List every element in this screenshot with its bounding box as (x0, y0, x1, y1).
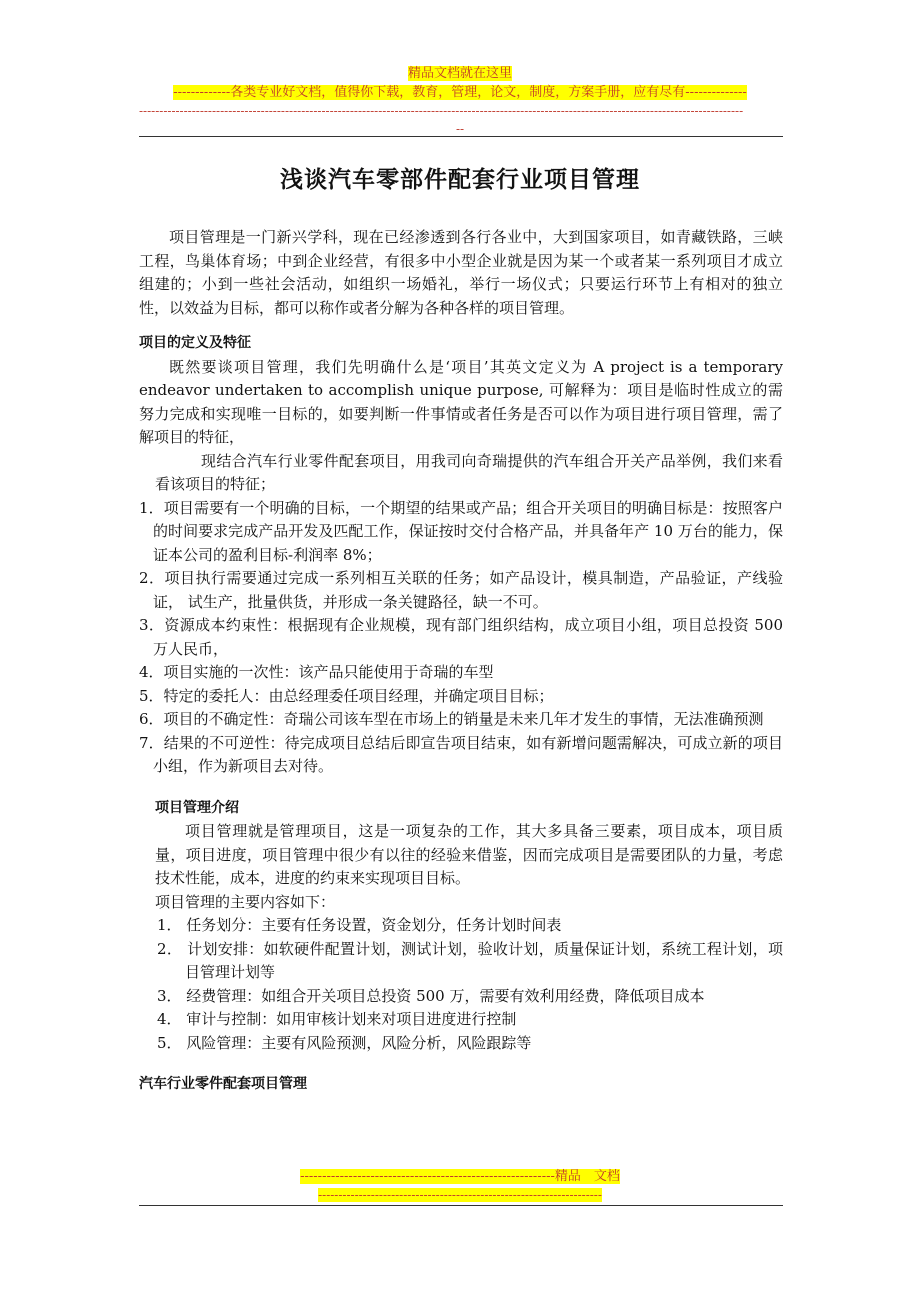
document-title: 浅谈汽车零部件配套行业项目管理 (280, 166, 640, 193)
pm-item-4: 4． 审计与控制：如用审核计划来对项目进度进行控制 (157, 1010, 517, 1028)
header-dash-tail: -- (455, 122, 465, 136)
feature-item-3: 3．资源成本约束性：根据现有企业规模，现有部门组织结构，成立项目小组，项目总投资 500 万人民币， (139, 616, 783, 658)
feature-item-1: 1．项目需要有一个明确的目标，一个期望的结果或产品；组合开关项目的明确目标是：按照客户的时间要求完成产品开发及匹配工作，保证按时交付合格产品，并具备年产 10 万台的能力，保证本公司的盈利目标-利润率 8%； (139, 498, 783, 564)
example-paragraph: 现结合汽车行业零件配套项目，用我司向奇瑞提供的汽车组合开关产品举例，我们来看看该项目的特征； (155, 451, 783, 493)
pm-intro-paragraph: 项目管理就是管理项目，这是一项复杂的工作，其大多具备三要素，项目成本，项目质量，项目进度，项目管理中很少有以往的经验来借鉴，因而完成项目是需要团队的力量，考虑技术性能，成本，进度的约束来实现项目目标。 (155, 822, 783, 887)
header-rule (139, 136, 783, 137)
footer-rule (139, 1205, 783, 1206)
footer-line-2: ---------------------------------------------------------------------- (318, 1188, 602, 1202)
pm-item-2: 2． 计划安排：如软硬件配置计划，测试计划，验收计划，质量保证计划，系统工程计划，项目管理计划等 (157, 939, 783, 981)
feature-item-2: 2．项目执行需要通过完成一系列相互关联的任务；如产品设计，模具制造，产品验证，产线验证， 试生产，批量供货，并形成一条关键路径，缺一不可。 (139, 569, 783, 611)
intro-paragraph: 项目管理是一门新兴学科，现在已经渗透到各行各业中，大到国家项目，如青藏铁路，三峡工程，鸟巢体育场；中到企业经营，有很多中小型企业就是因为某一个或者某一系列项目才成立组建的；小到一些社会活动，如组织一场婚礼，举行一场仪式；只要运行环节上有相对的独立性，以效益为目标，都可以称作或者分解为各种各样的项目管理。 (139, 228, 783, 317)
pm-item-1: 1． 任务划分：主要有任务设置，资金划分，任务计划时间表 (157, 916, 562, 934)
section-heading-definition: 项目的定义及特征 (139, 335, 251, 351)
header-banner: -------------各类专业好文档，值得你下载，教育，管理，论文，制度，方案手册，应有尽有-------------- (173, 85, 747, 100)
feature-item-6: 6．项目的不确定性：奇瑞公司该车型在市场上的销量是未来几年才发生的事情，无法准确预测 (139, 710, 764, 728)
pm-item-3: 3． 经费管理：如组合开关项目总投资 500 万，需要有效利用经费，降低项目成本 (157, 986, 705, 1005)
feature-item-4: 4．项目实施的一次性：该产品只能使用于奇瑞的车型 (139, 663, 494, 681)
feature-item-5: 5．特定的委托人：由总经理委任项目经理，并确定项目目标； (139, 686, 554, 705)
section-heading-pm-intro: 项目管理介绍 (155, 799, 239, 816)
pm-content-lead: 项目管理的主要内容如下： (155, 892, 336, 911)
section-heading-auto-parts: 汽车行业零件配套项目管理 (139, 1076, 307, 1092)
header-dash-line: ----------------------------------------------------------------------------------------------------------------------------------------------------- (139, 104, 744, 118)
definition-paragraph: 既然要谈项目管理，我们先明确什么是‘项目’其英文定义为 A project is a temporary endeavor undertaken to accomplish unique purpose, 可解释为：项目是临时性成立的需努力完成和实现唯一目标的，如要判断一件事情或者任务是否可以作为项目进行项目管理，需了解项目的特征， (139, 357, 783, 446)
footer-line-1: ----------------------------------------------------------精品 文档 (300, 1169, 620, 1184)
header-title: 精品文档就在这里 (407, 66, 512, 81)
pm-item-5: 5． 风险管理：主要有风险预测，风险分析，风险跟踪等 (157, 1033, 532, 1052)
document-body (139, 226, 783, 1097)
feature-item-7: 7．结果的不可逆性：待完成项目总结后即宣告项目结束，如有新增问题需解决，可成立新的项目小组，作为新项目去对待。 (139, 733, 783, 775)
